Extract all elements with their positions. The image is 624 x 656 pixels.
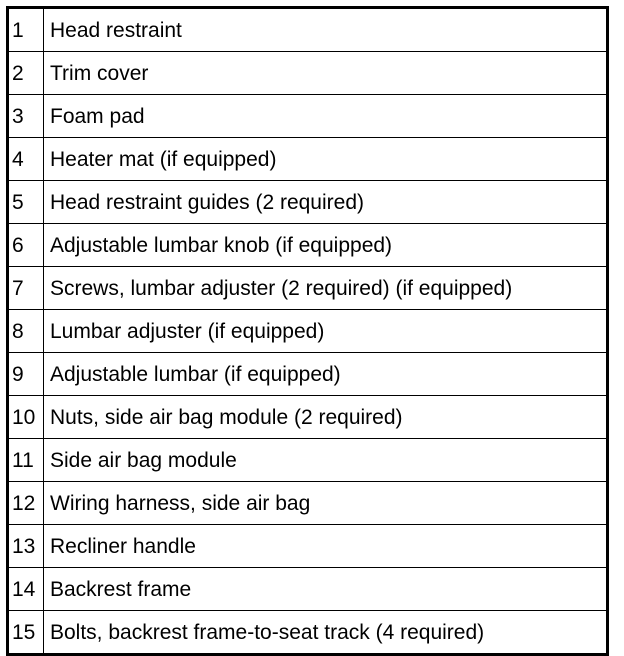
item-number: 15 (8, 611, 44, 655)
table-row (8, 482, 608, 525)
item-number: 13 (8, 525, 44, 568)
table-row (8, 52, 608, 95)
item-description: Heater mat (if equipped) (44, 138, 608, 181)
item-number: 11 (8, 439, 44, 482)
item-description: Side air bag module (44, 439, 608, 482)
item-number: 1 (8, 8, 44, 52)
item-description: Trim cover (44, 52, 608, 95)
table-row (8, 568, 608, 611)
table-row (8, 224, 608, 267)
item-description: Wiring harness, side air bag (44, 482, 608, 525)
table-row (8, 525, 608, 568)
table-row (8, 353, 608, 396)
table-row (8, 138, 608, 181)
item-number: 14 (8, 568, 44, 611)
item-number: 9 (8, 353, 44, 396)
table-row (8, 267, 608, 310)
item-number: 10 (8, 396, 44, 439)
item-number: 6 (8, 224, 44, 267)
item-number: 3 (8, 95, 44, 138)
item-description: Lumbar adjuster (if equipped) (44, 310, 608, 353)
item-description: Adjustable lumbar (if equipped) (44, 353, 608, 396)
item-description: Head restraint (44, 8, 608, 52)
item-number: 5 (8, 181, 44, 224)
item-description: Bolts, backrest frame-to-seat track (4 required) (50, 620, 485, 644)
table-row (8, 181, 608, 224)
table-row (8, 396, 608, 439)
table-row (8, 439, 608, 482)
item-number: 4 (8, 138, 44, 181)
item-number: 12 (8, 482, 44, 525)
item-number: 7 (8, 267, 44, 310)
item-description: Nuts, side air bag module (2 required) (44, 396, 608, 439)
table-row (8, 310, 608, 353)
item-description: Foam pad (44, 95, 608, 138)
item-number: 8 (8, 310, 44, 353)
item-description: Backrest frame (44, 568, 608, 611)
item-number: 2 (8, 52, 44, 95)
item-description: Head restraint guides (2 required) (44, 181, 608, 224)
item-description: Screws, lumbar adjuster (2 required) (if equipped) (44, 267, 608, 310)
parts-legend-table (6, 6, 609, 656)
table-row (8, 8, 608, 52)
item-description: Adjustable lumbar knob (if equipped) (44, 224, 608, 267)
item-description: Recliner handle (44, 525, 608, 568)
table-row (8, 95, 608, 138)
